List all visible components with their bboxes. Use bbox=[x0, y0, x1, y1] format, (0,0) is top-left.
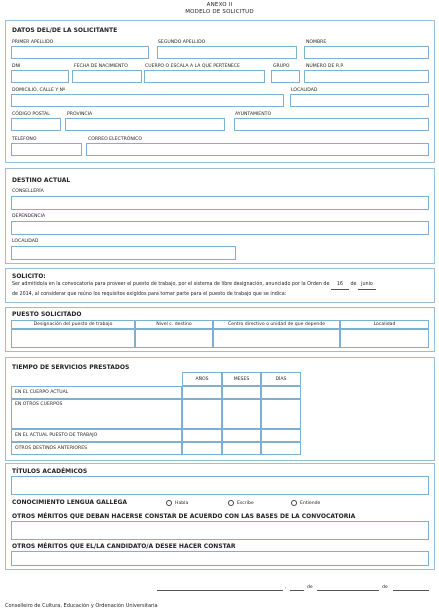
col-months: MESES bbox=[222, 372, 261, 386]
months-cell[interactable] bbox=[222, 442, 261, 455]
section-title: DATOS DEL/DE LA SOLICITANTE bbox=[12, 27, 118, 34]
group-field[interactable] bbox=[271, 70, 300, 83]
surname1-field[interactable] bbox=[11, 46, 149, 59]
label-locality: LOCALIDAD bbox=[291, 88, 318, 93]
phone-field[interactable] bbox=[11, 143, 82, 156]
col-level: Nivel c. destino bbox=[135, 320, 213, 329]
label-phone: TELÉFONO bbox=[12, 137, 37, 142]
col-designation: Designación del puesto de trabajo bbox=[11, 320, 135, 329]
speak-label: Habla bbox=[175, 501, 189, 506]
de-text: de bbox=[350, 282, 357, 287]
service-section bbox=[5, 357, 435, 461]
month-line[interactable] bbox=[317, 590, 379, 591]
comma: , bbox=[285, 585, 287, 590]
council-field[interactable] bbox=[234, 118, 429, 131]
section-title: SOLICITO: bbox=[12, 273, 46, 280]
request-text: Ser admitido/a en la convocatoria para proveer el puesto de trabajo, por el sistema de libre designación, anunciado por la Orden de bbox=[12, 282, 330, 287]
col-directorate: Centro directivo o unidad de que depende bbox=[213, 320, 340, 329]
applicant-section bbox=[5, 20, 435, 163]
rp-field[interactable] bbox=[304, 70, 429, 83]
months-cell[interactable] bbox=[222, 429, 261, 442]
academic-field[interactable] bbox=[11, 476, 429, 495]
years-cell[interactable] bbox=[182, 429, 222, 442]
speak-radio[interactable] bbox=[166, 500, 172, 506]
write-radio[interactable] bbox=[228, 500, 234, 506]
qualifications-section bbox=[5, 463, 435, 570]
postal-field[interactable] bbox=[11, 118, 61, 131]
position-section bbox=[5, 307, 435, 352]
label-address: DOMICILIO, CALLE Y Nº bbox=[12, 88, 66, 93]
order-month: junio bbox=[361, 282, 373, 287]
label-postal: CÓDIGO POSTAL bbox=[12, 112, 50, 117]
birthdate-field[interactable] bbox=[72, 70, 142, 83]
addressee: Conselleiro de Cultura, Educación y Ordenación Universitaria bbox=[5, 603, 158, 609]
merits-title: OTROS MÉRITOS QUE DEBAN HACERSE CONSTAR DE ACUERDO CON LAS BASES DE LA CONVOCATORIA bbox=[12, 513, 356, 520]
other-merits-field[interactable] bbox=[11, 551, 429, 566]
section-title: PUESTO SOLICITADO bbox=[12, 311, 82, 318]
address-field[interactable] bbox=[11, 94, 284, 107]
current-locality-field[interactable] bbox=[11, 246, 236, 260]
label-group: GRUPO bbox=[273, 64, 290, 69]
months-cell[interactable] bbox=[222, 399, 261, 429]
form-title: MODELO DE SOLICITUD bbox=[185, 9, 254, 15]
position-locality-field[interactable] bbox=[340, 329, 429, 348]
level-field[interactable] bbox=[135, 329, 213, 348]
label-dependency: DEPENDENCIA bbox=[12, 214, 46, 219]
years-cell[interactable] bbox=[182, 442, 222, 455]
corps-field[interactable] bbox=[144, 70, 265, 83]
de-label: de bbox=[382, 585, 388, 590]
row-label: EN EL ACTUAL PUESTO DE TRABAJO bbox=[11, 429, 182, 442]
label-surname1: PRIMER APELLIDO bbox=[12, 40, 54, 45]
designation-field[interactable] bbox=[11, 329, 135, 348]
annex-label: ANEXO II bbox=[206, 2, 233, 8]
row-label: OTROS DESTINOS ANTERIORES bbox=[11, 442, 182, 455]
language-title: CONOCIMIENTO LENGUA GALLEGA bbox=[12, 499, 128, 506]
label-corps: CUERPO O ESCALA A LA QUE PERTENECE bbox=[145, 64, 240, 69]
academic-title: TÍTULOS ACADÉMICOS bbox=[12, 468, 88, 475]
row-label: EN EL CUERPO ACTUAL bbox=[11, 386, 182, 399]
order-day: 16 bbox=[336, 282, 343, 287]
merits-field[interactable] bbox=[11, 521, 429, 540]
current-destination-section bbox=[5, 168, 435, 264]
years-cell[interactable] bbox=[182, 386, 222, 399]
understand-radio[interactable] bbox=[291, 500, 297, 506]
section-title: DESTINO ACTUAL bbox=[12, 177, 71, 184]
label-dni: DNI bbox=[12, 64, 21, 69]
department-field[interactable] bbox=[11, 196, 429, 210]
directorate-field[interactable] bbox=[213, 329, 340, 348]
label-surname2: SEGUNDO APELLIDO bbox=[158, 40, 206, 45]
place-line[interactable] bbox=[157, 590, 283, 591]
col-locality: Localidad bbox=[340, 320, 429, 329]
col-years: AÑOS bbox=[182, 372, 222, 386]
dependency-field[interactable] bbox=[11, 221, 429, 235]
label-council: AYUNTAMIENTO bbox=[235, 112, 272, 117]
months-cell[interactable] bbox=[222, 386, 261, 399]
label-rp: NÚMERO DE R.P. bbox=[306, 64, 344, 69]
days-cell[interactable] bbox=[261, 442, 301, 455]
surname2-field[interactable] bbox=[157, 46, 297, 59]
other-merits-title: OTROS MÉRITOS QUE EL/LA CANDIDATO/A DESEE HACER CONSTAR bbox=[12, 543, 236, 550]
days-cell[interactable] bbox=[261, 399, 301, 429]
days-cell[interactable] bbox=[261, 429, 301, 442]
request-text-line2 bbox=[12, 291, 286, 299]
label-name: NOMBRE bbox=[306, 40, 327, 45]
label-province: PROVINCIA bbox=[67, 112, 93, 117]
days-cell[interactable] bbox=[261, 386, 301, 399]
understand-label: Entiende bbox=[300, 501, 321, 506]
order-day-field[interactable] bbox=[331, 281, 349, 290]
dni-field[interactable] bbox=[11, 70, 69, 83]
label-current-locality: LOCALIDAD bbox=[12, 239, 39, 244]
years-cell[interactable] bbox=[182, 399, 222, 429]
de-label: de bbox=[307, 585, 313, 590]
day-line[interactable] bbox=[290, 590, 304, 591]
year-line[interactable] bbox=[393, 590, 429, 591]
row-label: EN OTROS CUERPOS bbox=[11, 399, 182, 429]
col-days: DÍAS bbox=[261, 372, 301, 386]
name-field[interactable] bbox=[304, 46, 429, 59]
write-label: Escribe bbox=[237, 501, 254, 506]
order-year: de 2014 bbox=[12, 292, 32, 297]
request-text-line1 bbox=[12, 281, 376, 290]
section-title: TIEMPO DE SERVICIOS PRESTADOS bbox=[12, 364, 130, 371]
label-department: CONSELLERÍA bbox=[12, 189, 44, 194]
province-field[interactable] bbox=[65, 118, 225, 131]
order-month-field[interactable] bbox=[358, 281, 376, 290]
locality-field[interactable] bbox=[290, 94, 429, 107]
label-email: CORREO ELECTRÓNICO bbox=[88, 137, 142, 142]
request-text-cont: , al considerar que reúno los requisitos exigidos para tomar parte para el puesto de trabajo que se indica: bbox=[31, 292, 287, 297]
label-birthdate: FECHA DE NACIMIENTO bbox=[74, 64, 128, 69]
email-field[interactable] bbox=[86, 143, 429, 156]
request-section bbox=[5, 268, 435, 303]
